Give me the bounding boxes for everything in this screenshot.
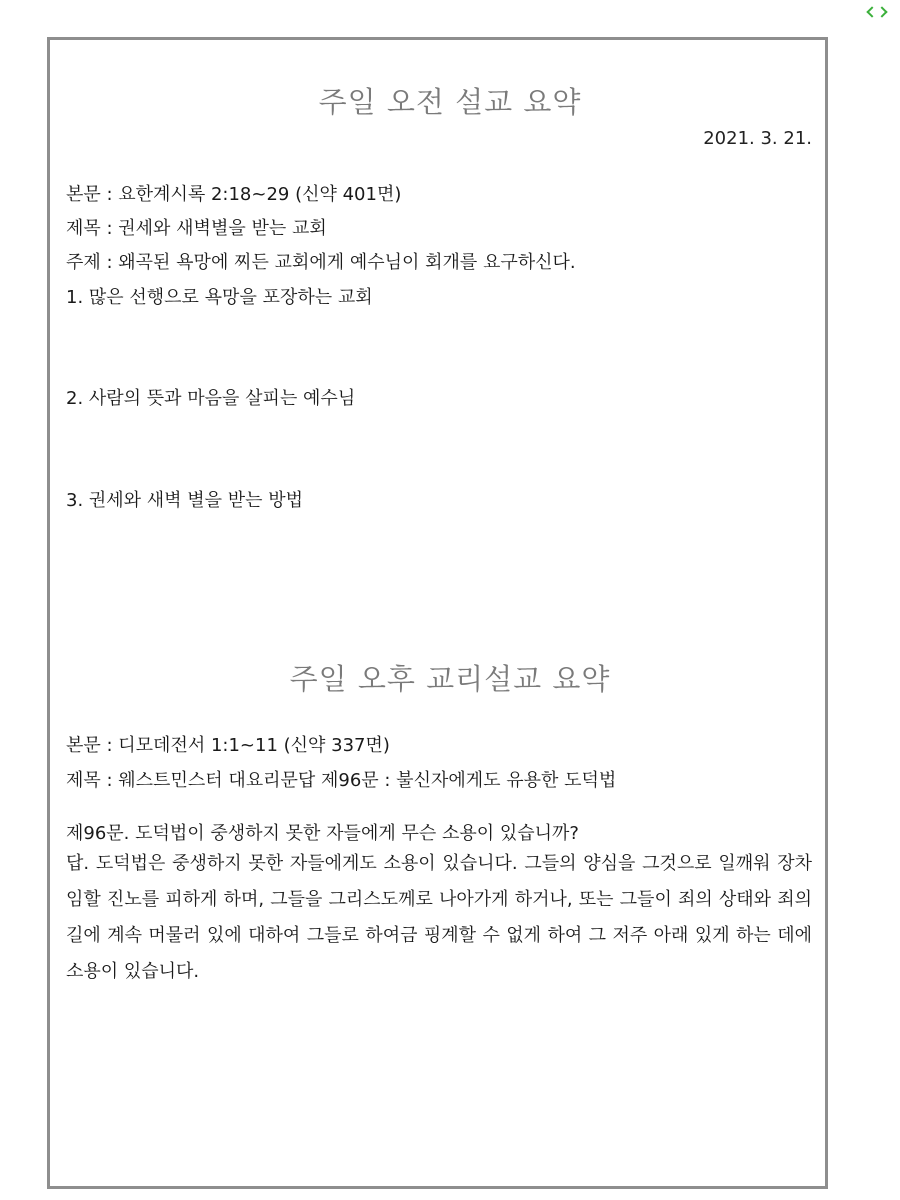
morning-theme: 주제 : 왜곡된 욕망에 찌든 교회에게 예수님이 회개를 요구하신다. — [66, 252, 576, 273]
afternoon-scripture: 본문 : 디모데전서 1:1~11 (신약 337면) — [66, 735, 390, 756]
sermon-date: 2021. 3. 21. — [703, 128, 812, 149]
morning-point-3: 3. 권세와 새벽 별을 받는 방법 — [66, 490, 304, 511]
catechism-question: 제96문. 도덕법이 중생하지 못한 자들에게 무슨 소용이 있습니까? — [66, 823, 579, 844]
morning-sermon-title: 주일 오전 설교 요약 — [318, 85, 582, 119]
afternoon-subject: 제목 : 웨스트민스터 대요리문답 제96문 : 불신자에게도 유용한 도덕법 — [66, 770, 617, 791]
morning-point-1: 1. 많은 선행으로 욕망을 포장하는 교회 — [66, 287, 373, 308]
page-frame — [47, 37, 828, 1189]
expand-icon[interactable] — [865, 5, 889, 19]
morning-subject: 제목 : 권세와 새벽별을 받는 교회 — [66, 218, 327, 239]
morning-point-2: 2. 사람의 뜻과 마음을 살피는 예수님 — [66, 388, 356, 409]
morning-scripture: 본문 : 요한계시록 2:18~29 (신약 401면) — [66, 184, 402, 205]
catechism-answer: 답. 도덕법은 중생하지 못한 자들에게도 소용이 있습니다. 그들의 양심을 그것으로 일깨워 장차 임할 진노를 피하게 하며, 그들을 그리스도께로 나아가게 하거나, 또는 그들이 죄의 상태와 죄의 길에 계속 머물러 있에 대하여 그들로 하여금 핑계할 수 없게 하여 그 저주 아래 있게 하는 데에 소용이 있습니다. — [66, 853, 812, 982]
afternoon-sermon-title: 주일 오후 교리설교 요약 — [289, 662, 611, 696]
